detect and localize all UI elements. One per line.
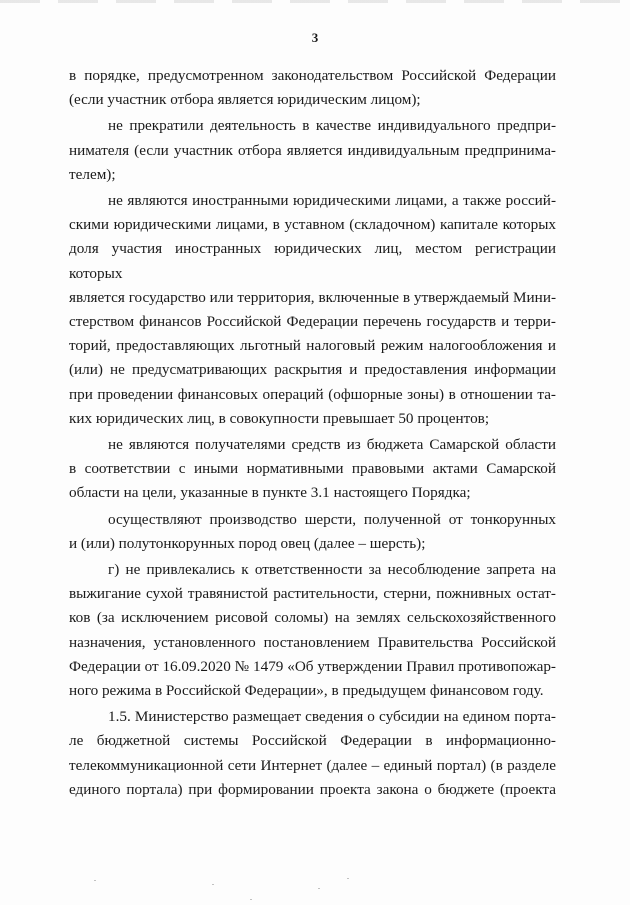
paragraph: [69, 189, 556, 431]
paragraph: [69, 433, 556, 506]
text-line: единого портала) при формировании проекта закона о бюджете (проекта: [69, 780, 556, 798]
text-line: ков (за исключением рисовой соломы) на землях сельскохозяйственного: [69, 609, 556, 627]
text-line: 1.5. Министерство размещает сведения о субсидии на едином порта-: [108, 708, 556, 726]
paragraph: [69, 64, 556, 112]
text-line: выжигание сухой травянистой растительности, стерни, пожнивных остат-: [69, 585, 556, 603]
text-line: не прекратили деятельность в качестве индивидуального предпри-: [108, 117, 556, 135]
document-body: [69, 64, 556, 802]
scan-speck: [212, 884, 214, 885]
paragraph: [69, 558, 556, 703]
text-line: осуществляют производство шерсти, полученной от тонкорунных: [108, 510, 556, 528]
page-number: 3: [311, 30, 319, 45]
text-line: является государство или территория, включенные в утверждаемый Мини-: [69, 288, 556, 306]
text-line: не являются иностранными юридическими лицами, а также россий-: [108, 192, 556, 210]
text-line: нимателя (если участник отбора является индивидуальным предпринима-: [69, 141, 556, 159]
text-line: и (или) полутонкорунных пород овец (далее – шерсть);: [69, 534, 426, 552]
text-line: не являются получателями средств из бюджета Самарской области: [108, 436, 556, 454]
scan-speck: [94, 880, 96, 881]
text-line: доля участия иностранных юридических лиц, местом регистрации которых: [69, 240, 556, 282]
text-line: телекоммуникационной сети Интернет (далее – единый портал) (в разделе: [69, 756, 556, 774]
text-line: назначения, установленного постановлением Правительства Российской: [69, 633, 556, 651]
scan-speck: [318, 888, 320, 889]
scan-speck: [250, 899, 252, 900]
text-line: стерством финансов Российской Федерации перечень государств и терри-: [69, 313, 556, 331]
text-line: (если участник отбора является юридическим лицом);: [69, 91, 421, 109]
text-line: области на цели, указанные в пункте 3.1 настоящего Порядка;: [69, 484, 471, 502]
text-line: в порядке, предусмотренном законодательством Российской Федерации: [69, 67, 556, 84]
text-line: торий, предоставляющих льготный налоговый режим налогообложения и: [69, 337, 556, 355]
paragraph: [69, 508, 556, 556]
text-line: Федерации от 16.09.2020 № 1479 «Об утверждении Правил противопожар-: [69, 657, 556, 675]
paragraph: [69, 114, 556, 187]
text-line: при проведении финансовых операций (офшорные зоны) в отношении та-: [69, 385, 556, 403]
text-line: в соответствии с иными нормативными правовыми актами Самарской: [69, 460, 556, 478]
text-line: телем);: [69, 165, 116, 183]
text-line: г) не привлекались к ответственности за несоблюдение запрета на: [108, 561, 556, 579]
scan-edge-artifact: [0, 0, 630, 3]
scan-speck: [347, 878, 349, 879]
paragraph: [69, 705, 556, 802]
text-line: ле бюджетной системы Российской Федерации в информационно-: [69, 732, 556, 750]
text-line: (или) не предусматривающих раскрытия и предоставления информации: [69, 361, 556, 379]
text-line: ких юридических лиц, в совокупности превышает 50 процентов;: [69, 409, 490, 427]
text-line: скими юридическими лицами, в уставном (складочном) капитале которых: [69, 216, 556, 234]
text-line: ного режима в Российской Федерации», в предыдущем финансовом году.: [69, 682, 544, 700]
